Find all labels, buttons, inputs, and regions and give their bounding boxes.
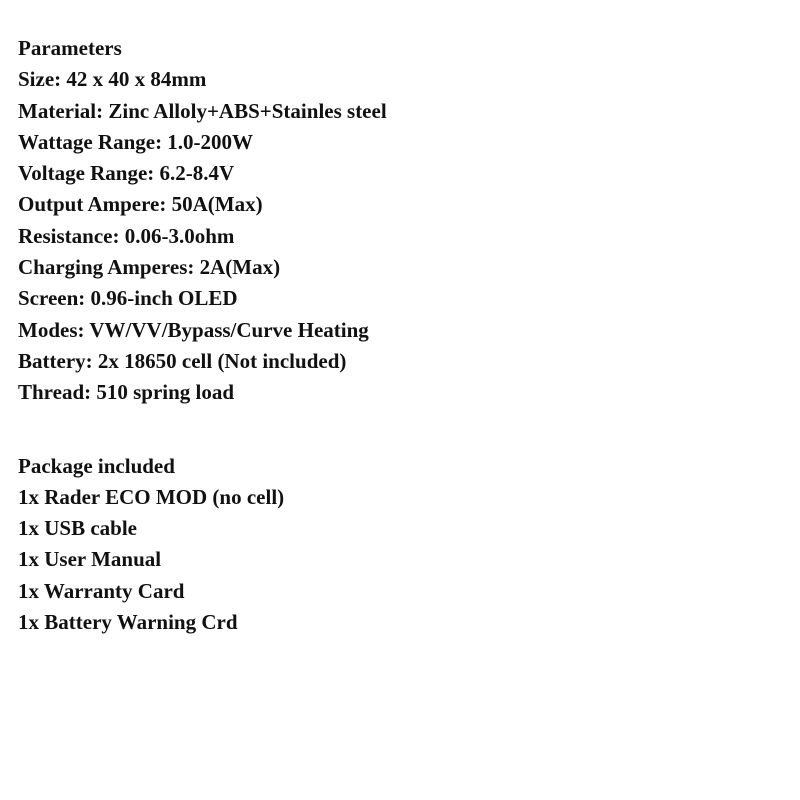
param-output-ampere: Output Ampere: 50A(Max) <box>18 192 263 217</box>
param-size: Size: 42 x 40 x 84mm <box>18 67 207 92</box>
parameters-heading: Parameters <box>18 36 122 60</box>
package-item-battery-warning-card: 1x Battery Warning Crd <box>18 610 238 635</box>
param-thread: Thread: 510 spring load <box>18 380 235 405</box>
package-heading: Package included <box>18 453 175 478</box>
param-screen: Screen: 0.96-inch OLED <box>18 286 238 311</box>
param-charging-amperes: Charging Amperes: 2A(Max) <box>18 255 281 280</box>
package-section <box>18 451 788 639</box>
package-item-warranty-card: 1x Warranty Card <box>18 578 185 603</box>
param-voltage-range: Voltage Range: 6.2-8.4V <box>18 161 235 186</box>
param-material: Material: Zinc Alloly+ABS+Stainles steel <box>18 98 387 123</box>
package-item-user-manual: 1x User Manual <box>18 547 162 572</box>
product-spec-document <box>18 33 788 638</box>
param-modes: Modes: VW/VV/Bypass/Curve Heating <box>18 317 369 342</box>
param-resistance: Resistance: 0.06-3.0ohm <box>18 223 235 248</box>
param-battery: Battery: 2x 18650 cell (Not included) <box>18 348 347 373</box>
parameters-section <box>18 33 788 409</box>
section-spacer <box>18 409 788 451</box>
package-item-usb-cable: 1x USB cable <box>18 516 138 541</box>
param-wattage-range: Wattage Range: 1.0-200W <box>18 129 254 154</box>
package-item-mod: 1x Rader ECO MOD (no cell) <box>18 484 285 509</box>
